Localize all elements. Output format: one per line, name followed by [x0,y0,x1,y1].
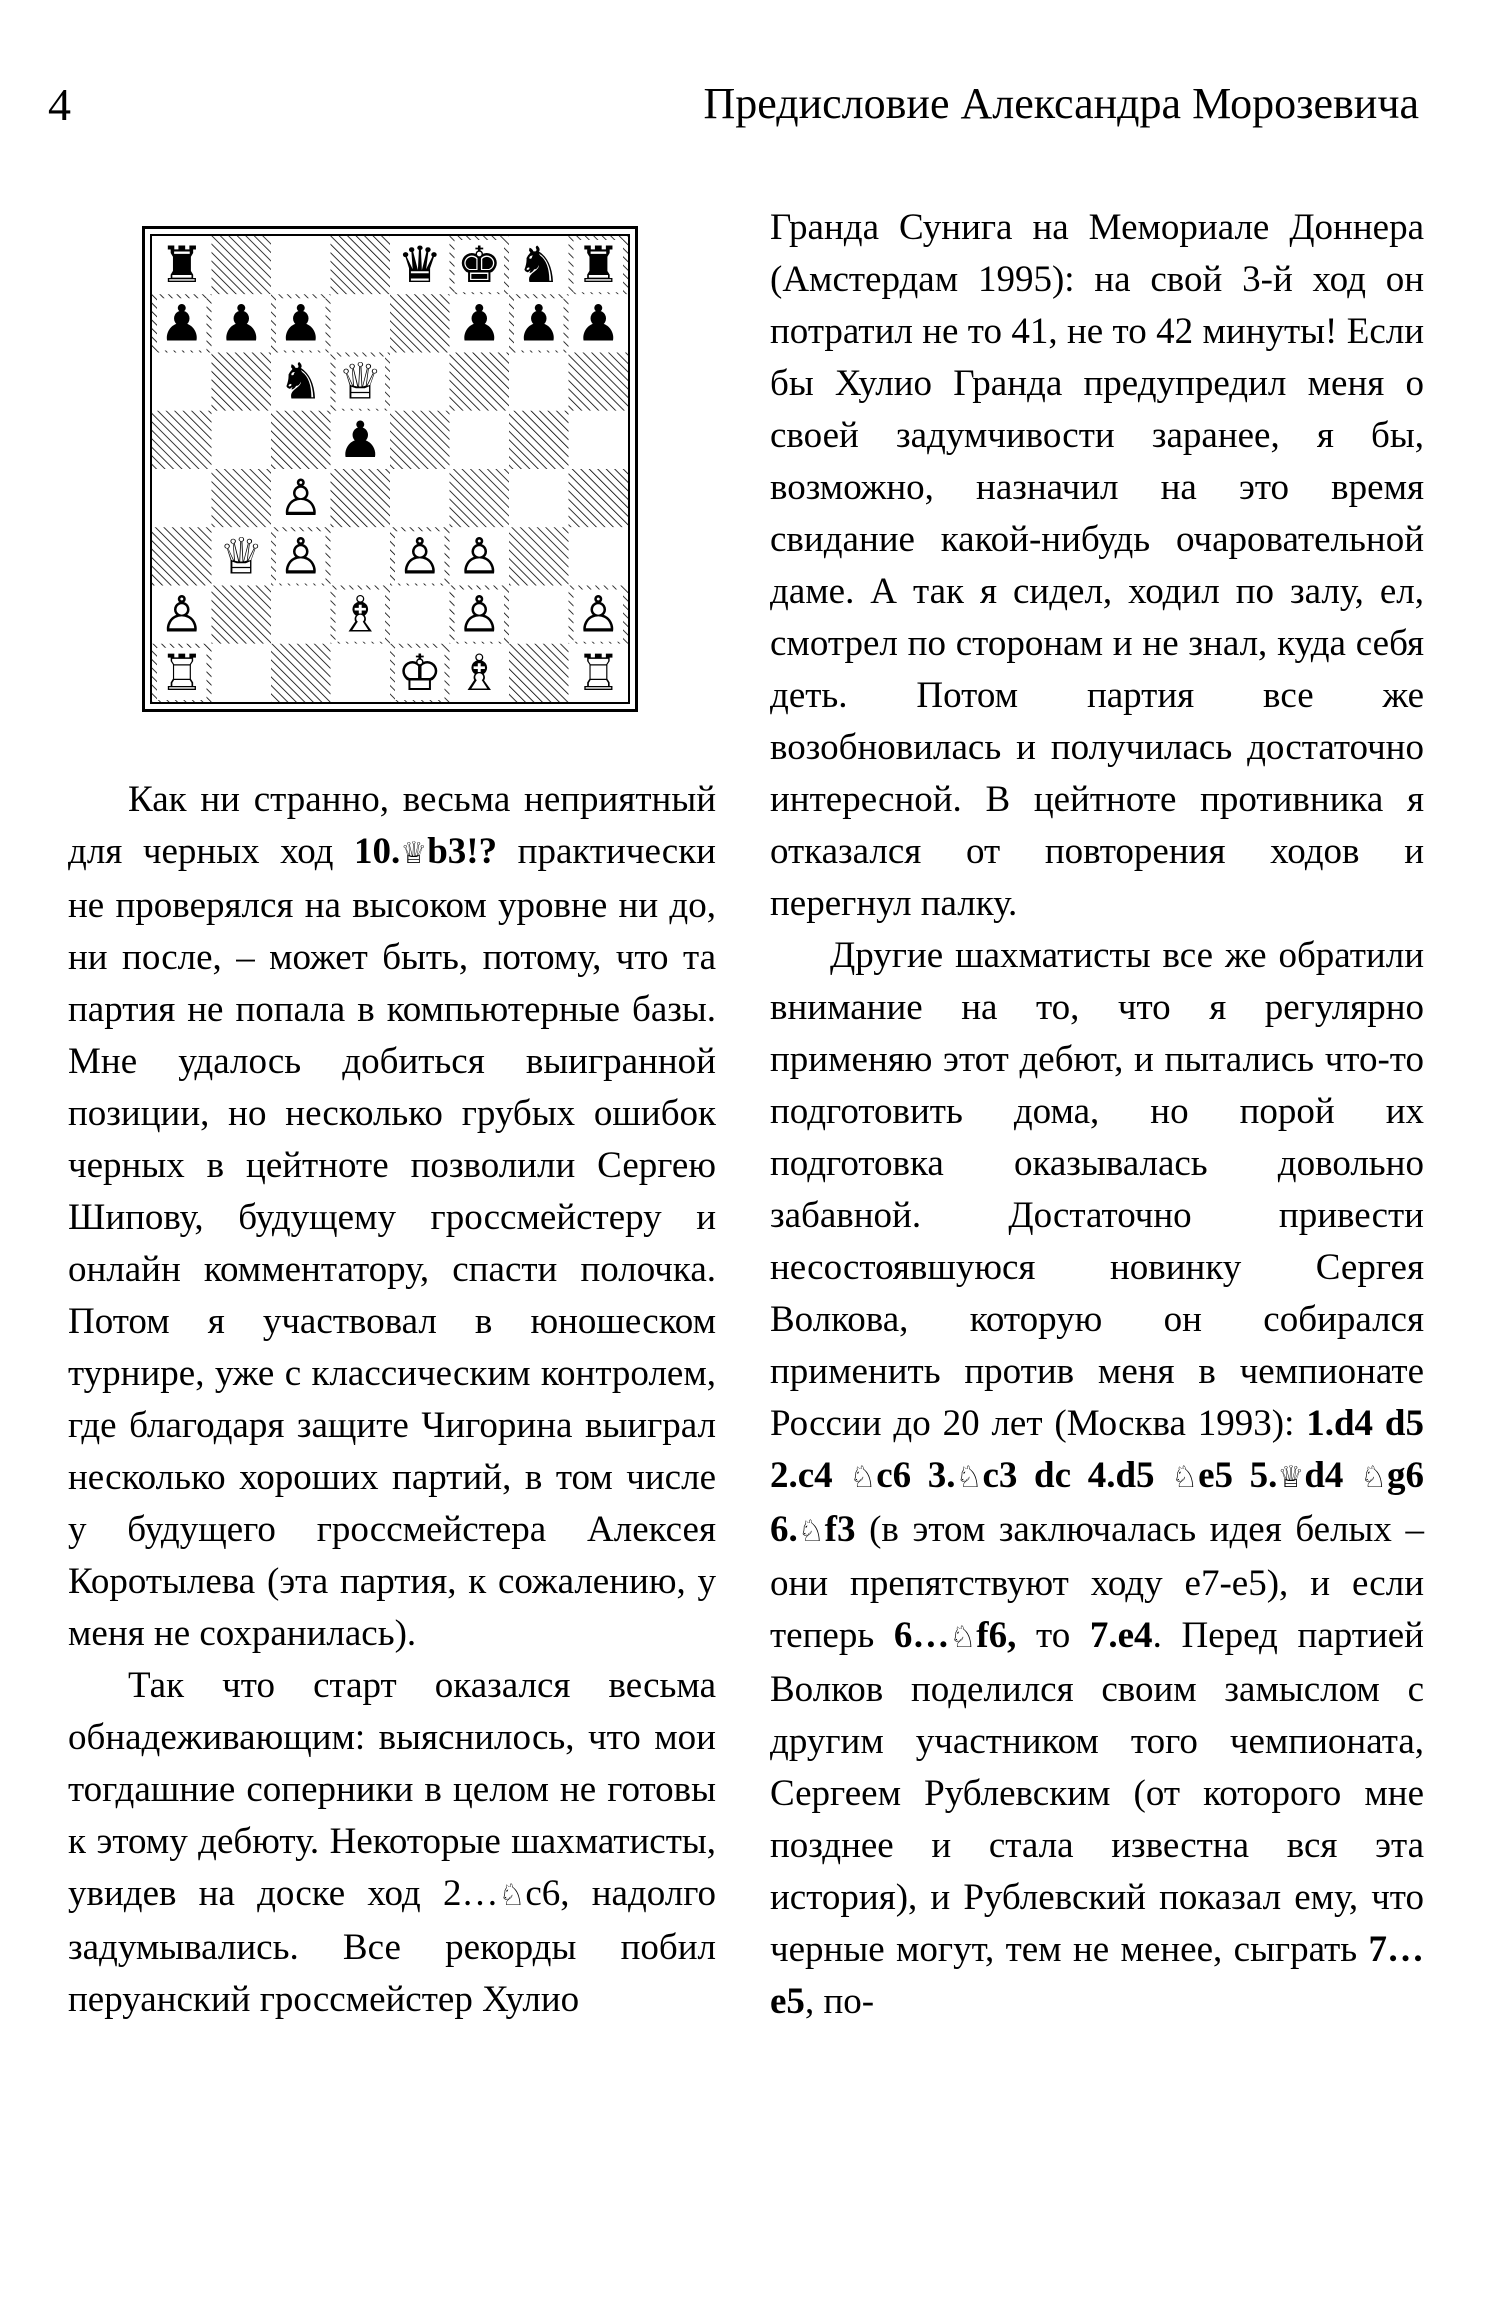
figurine-symbol: ♘ [849,1460,877,1495]
figurine-symbol: ♕ [400,836,428,871]
chess-move-text: 1.d4 d5 2.c4 [770,1403,1425,1496]
chess-piece-white-d6: ♕ [337,352,383,411]
dark-square [212,586,272,644]
chess-piece-black-c7: ♟ [278,294,324,353]
chess-piece-white-a2: ♙ [159,585,205,644]
chess-piece-white-b3: ♕ [218,527,264,586]
chess-move-text: b3!? [427,831,498,872]
chess-move-text: f6, [976,1615,1017,1656]
dark-square [450,353,510,411]
paragraph [770,930,1424,2028]
chess-piece-white-c3: ♙ [278,527,324,586]
chess-piece-black-f8: ♚ [456,236,502,295]
chess-piece-white-a1: ♖ [159,643,205,702]
light-square [152,353,212,411]
light-square [212,644,272,702]
chess-piece-white-f3: ♙ [456,527,502,586]
text-run: Как ни странно, весьма неприятный для черных ход [68,779,716,872]
chess-move-text: e5 5. [1198,1455,1278,1496]
chess-piece-white-e3: ♙ [397,527,443,586]
text-run: Так что старт оказался весьма обнадеживающим: выяснилось, что мои тогдашние соперники в целом не готовы к этому дебюту. Некоторые шахматисты, увидев на доске ход 2… [68,1665,716,1914]
text-run: (в этом заключалась идея белых – они препятствуют ходу e7-e5), и если теперь [770,1509,1424,1656]
paragraph [68,1660,716,2026]
chess-piece-black-h8: ♜ [575,236,621,295]
dark-square [331,236,391,294]
dark-square [212,353,272,411]
chess-piece-white-c4: ♙ [278,469,324,528]
chess-piece-black-g8: ♞ [516,236,562,295]
right-column [770,202,1424,2028]
light-square [509,353,569,411]
chess-piece-white-h2: ♙ [575,585,621,644]
dark-square [271,644,331,702]
text-run: Гранда Сунига на Мемориале Доннера (Амстердам 1995): на свой 3-й ход он потратил не то 41, не то 42 минуты! Если бы Хулио Гранда предупредил меня о своей задумчивости заранее, я бы, возможно, назначил на это время свидание какой-нибудь очаровательной даме. А так я сидел, ходил по залу, ел, смотрел по сторонам и не знал, куда себя деть. Потом партия все же возобновилась и получилась достаточно интересной. В цейтноте противника я отказался от повторения ходов и перегнул палку. [770,207,1424,924]
dark-square [212,236,272,294]
light-square [390,469,450,527]
text-run: . Перед партией Волков поделился своим замыслом с другим участником того чемпионата, Сергеем Рублевским (от которого мне позднее и стала известна вся эта история), и Рублевский показал ему, что черные могут, тем не менее, сыграть [770,1615,1424,1970]
figurine-symbol: ♘ [498,1878,526,1913]
chess-piece-white-h1: ♖ [575,643,621,702]
figurine-symbol: ♕ [1277,1460,1305,1495]
light-square [331,527,391,585]
dark-square [212,469,272,527]
chess-piece-black-a7: ♟ [159,294,205,353]
dark-square [271,411,331,469]
figurine-symbol: ♘ [1171,1460,1199,1495]
chess-piece-white-d2: ♗ [337,585,383,644]
dark-square [390,294,450,352]
text-run: практически не проверялся на высоком уровне ни до, ни после, – может быть, потому, что та партия не попала в компьютерные базы. Мне удалось добиться выигранной позиции, но несколько грубых ошибок черных в цейтноте позволили Сергею Шипову, будущему гроссмейстеру и онлайн комментатору, спасти полочка. Потом я участвовал в юношеском турнире, уже с классическим контролем, где благодаря защите Чигорина выиграл несколько хороших партий, в том числе у будущего гроссмейстера Алексея Коротылева (эта партия, к сожалению, у меня не сохранилась). [68,831,716,1654]
light-square [509,469,569,527]
dark-square [390,411,450,469]
dark-square [331,469,391,527]
chess-move-text: c6 3. [876,1455,956,1496]
text-run: то [1016,1615,1090,1656]
chess-piece-black-e8: ♛ [397,236,443,295]
chess-move-text: 6… [893,1615,950,1656]
dark-square [450,469,510,527]
chess-piece-black-g7: ♟ [516,294,562,353]
chess-piece-black-h7: ♟ [575,294,621,353]
chess-diagram [142,226,638,712]
chess-move-text: 7…e5 [770,1929,1424,2022]
figurine-symbol: ♘ [949,1620,977,1655]
light-square [331,644,391,702]
dark-square [152,411,212,469]
figurine-symbol: ♘ [1360,1460,1387,1495]
light-square [271,236,331,294]
chess-piece-white-f2: ♙ [456,585,502,644]
figurine-symbol: ♘ [797,1514,825,1549]
running-title: Предисловие Александра Морозевича [703,79,1419,128]
light-square [450,411,510,469]
figurine-symbol: ♘ [955,1460,983,1495]
dark-square [509,644,569,702]
paragraph [770,202,1424,930]
left-column [68,774,716,2026]
chess-piece-black-c6: ♞ [278,352,324,411]
chess-move-text: d4 [1304,1455,1361,1496]
light-square [509,586,569,644]
text-run: Другие шахматисты все же обратили внимание на то, что я регулярно применяю этот дебют, и пытались что-то подготовить дома, но порой их подготовка оказывалась довольно забавной. Достаточно привести несостоявшуюся новинку Сергея Волкова, которую он собирался применить против меня в чемпионате России до 20 лет (Москва 1993): [770,935,1424,1444]
text-run: c6, надолго задумывались. Все рекорды побил перуанский гроссмейстер Хулио [68,1873,716,2020]
dark-square [569,353,629,411]
chess-piece-black-d5: ♟ [337,410,383,469]
light-square [212,411,272,469]
light-square [569,527,629,585]
light-square [152,469,212,527]
chess-piece-white-e1: ♔ [397,643,443,702]
dark-square [509,411,569,469]
chess-piece-black-a8: ♜ [159,236,205,295]
dark-square [509,527,569,585]
page-number: 4 [48,79,71,130]
dark-square [152,527,212,585]
light-square [331,294,391,352]
light-square [390,353,450,411]
chess-move-text: g6 6. [770,1455,1424,1550]
chess-move-text: c3 dc 4.d5 [982,1455,1172,1496]
text-run: , по- [804,1981,875,2022]
light-square [569,411,629,469]
chess-move-text: f3 [824,1509,856,1550]
chess-piece-white-f1: ♗ [456,643,502,702]
chess-move-text: 10. [354,831,401,872]
light-square [390,586,450,644]
chess-move-text: 7.e4 [1089,1615,1153,1656]
light-square [271,586,331,644]
chess-piece-black-f7: ♟ [456,294,502,353]
chess-piece-black-b7: ♟ [218,294,264,353]
paragraph [68,774,716,1660]
dark-square [569,469,629,527]
